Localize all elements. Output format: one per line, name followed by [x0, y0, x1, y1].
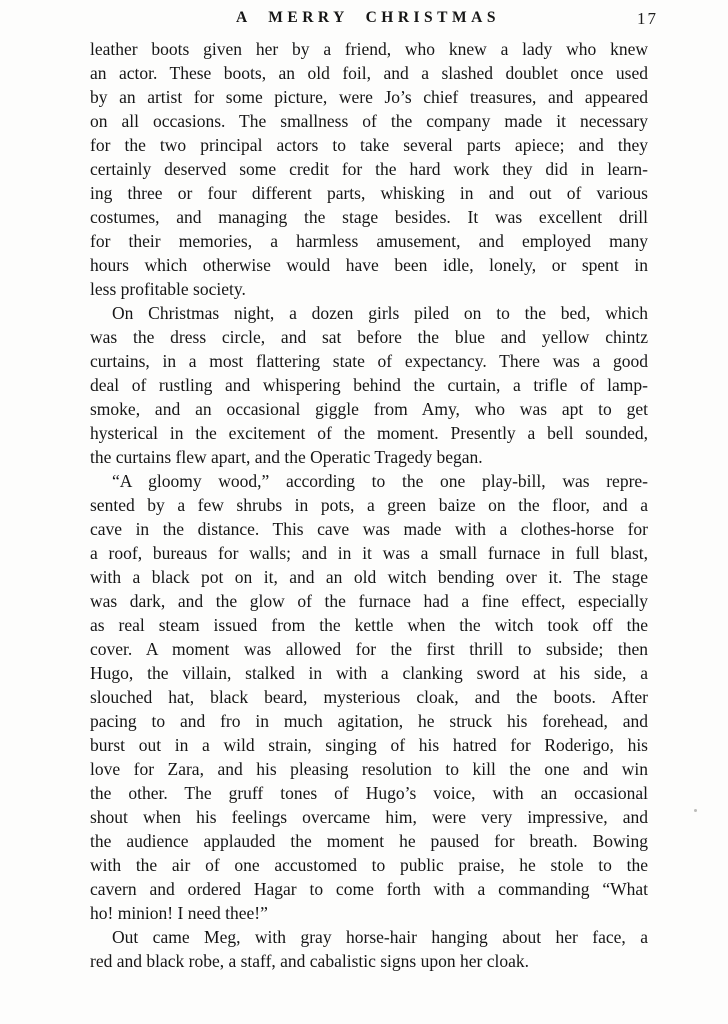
- text-line: On Christmas night, a dozen girls piled on to the bed, which: [112, 303, 648, 323]
- text-line: with the air of one accustomed to public praise, he stole to the: [90, 855, 648, 875]
- text-line: love for Zara, and his pleasing resolution to kill the one and win: [90, 759, 648, 779]
- text-line: shout when his feelings overcame him, were very impressive, and: [90, 807, 648, 827]
- text-line: costumes, and managing the stage besides. It was excellent drill: [90, 207, 648, 227]
- text-line: the other. The gruff tones of Hugo’s voice, with an occasional: [90, 783, 648, 803]
- text-line: for their memories, a harmless amusement, and employed many: [90, 231, 648, 251]
- page-header: [90, 9, 658, 31]
- text-line: an actor. These boots, an old foil, and a slashed doublet once used: [90, 63, 648, 83]
- text-line: sented by a few shrubs in pots, a green baize on the floor, and a: [90, 495, 648, 515]
- text-line: a roof, bureaus for walls; and in it was a small furnace in full blast,: [90, 543, 648, 563]
- text-line: Out came Meg, with gray horse-hair hanging about her face, a: [112, 927, 648, 947]
- paragraph: [90, 37, 648, 301]
- paragraph: [90, 469, 648, 925]
- scan-speck: [694, 809, 697, 812]
- text-line: the audience applauded the moment he paused for breath. Bowing: [90, 831, 648, 851]
- text-line: the curtains flew apart, and the Operatic Tragedy began.: [90, 447, 483, 467]
- text-line: deal of rustling and whispering behind the curtain, a trifle of lamp-: [90, 375, 648, 395]
- text-line: was the dress circle, and sat before the blue and yellow chintz: [90, 327, 648, 347]
- text-line: pacing to and fro in much agitation, he struck his forehead, and: [90, 711, 648, 731]
- paragraph: [90, 925, 648, 973]
- text-line: on all occasions. The smallness of the company made it necessary: [90, 111, 648, 131]
- text-line: for the two principal actors to take several parts apiece; and they: [90, 135, 648, 155]
- page-body: [90, 37, 648, 973]
- text-line: with a black pot on it, and an old witch bending over it. The stage: [90, 567, 648, 587]
- text-line: burst out in a wild strain, singing of his hatred for Roderigo, his: [90, 735, 648, 755]
- text-line: “A gloomy wood,” according to the one play-bill, was repre-: [112, 471, 648, 491]
- page-number: 17: [637, 9, 658, 28]
- text-line: certainly deserved some credit for the hard work they did in learn-: [90, 159, 648, 179]
- text-line: ing three or four different parts, whisking in and out of various: [90, 183, 648, 203]
- text-line: was dark, and the glow of the furnace had a fine effect, especially: [90, 591, 648, 611]
- text-line: smoke, and an occasional giggle from Amy, who was apt to get: [90, 399, 648, 419]
- text-line: ho! minion! I need thee!”: [90, 903, 268, 923]
- text-line: by an artist for some picture, were Jo’s chief treasures, and appeared: [90, 87, 648, 107]
- text-line: curtains, in a most flattering state of expectancy. There was a good: [90, 351, 648, 371]
- text-line: Hugo, the villain, stalked in with a clanking sword at his side, a: [90, 663, 648, 683]
- text-line: cavern and ordered Hagar to come forth with a commanding “What: [90, 879, 648, 899]
- text-line: red and black robe, a staff, and cabalistic signs upon her cloak.: [90, 951, 529, 971]
- text-line: hysterical in the excitement of the moment. Presently a bell sounded,: [90, 423, 648, 443]
- paragraph: [90, 301, 648, 469]
- text-line: cave in the distance. This cave was made with a clothes-horse for: [90, 519, 648, 539]
- running-title: A MERRY CHRISTMAS: [236, 9, 500, 26]
- text-line: hours which otherwise would have been idle, lonely, or spent in: [90, 255, 648, 275]
- text-line: less profitable society.: [90, 279, 246, 299]
- text-line: leather boots given her by a friend, who knew a lady who knew: [90, 39, 648, 59]
- text-line: slouched hat, black beard, mysterious cloak, and the boots. After: [90, 687, 648, 707]
- text-line: as real steam issued from the kettle when the witch took off the: [90, 615, 648, 635]
- text-line: cover. A moment was allowed for the first thrill to subside; then: [90, 639, 648, 659]
